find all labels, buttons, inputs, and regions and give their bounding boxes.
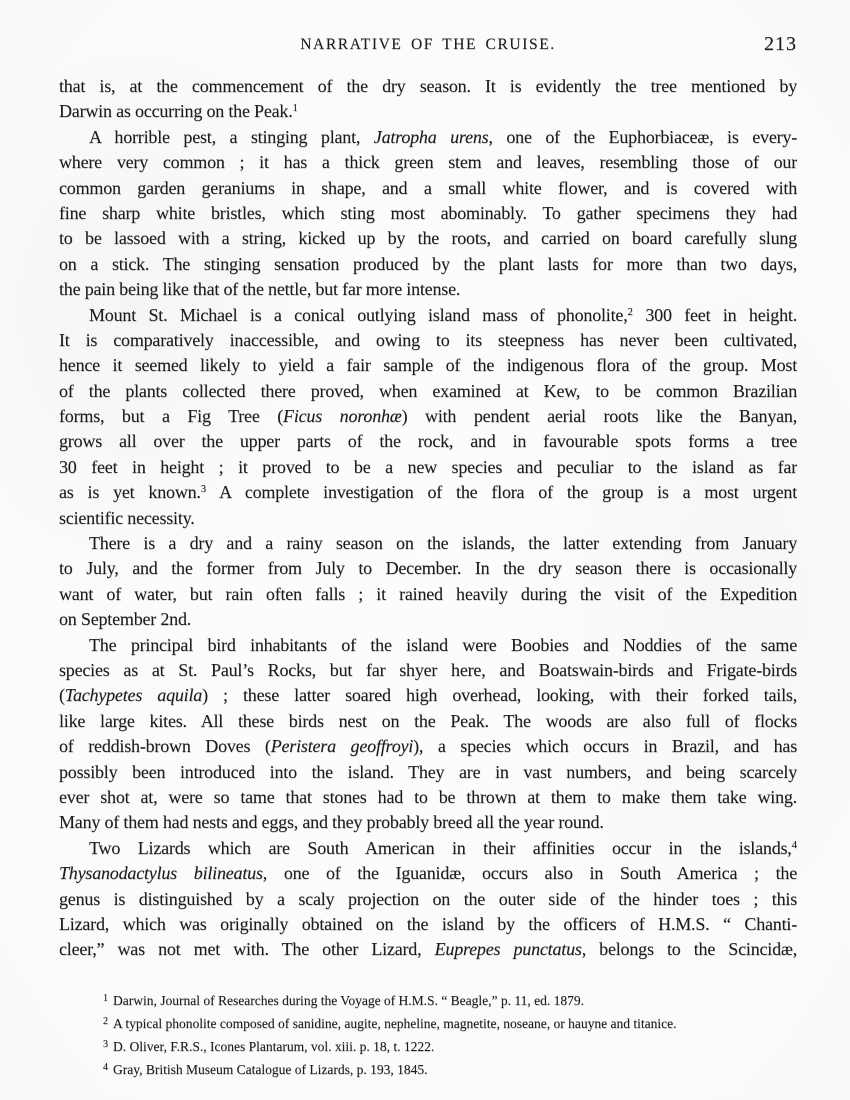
- text-run: want of water, but rain often falls ; it rained heavily during the visit of the Expedition: [59, 583, 797, 604]
- text-run: where very common ; it has a thick green stem and leaves, resembling those of our: [59, 152, 797, 173]
- footnote-item: [103, 1013, 797, 1036]
- page-header: [59, 33, 797, 57]
- text-line: [59, 404, 797, 429]
- text-line: [59, 480, 797, 505]
- footnote-marker: 3: [103, 1038, 108, 1050]
- text-line: [59, 582, 797, 607]
- text-line: [59, 252, 797, 277]
- text-line: [59, 607, 797, 632]
- text-line: [59, 836, 797, 861]
- running-title: NARRATIVE OF THE CRUISE.: [300, 36, 556, 53]
- footnote-item: [103, 1059, 797, 1082]
- text-line: [59, 633, 797, 658]
- text-run: Two Lizards which are South American in their affinities occur in the islands,: [89, 837, 792, 858]
- text-run: , one of the Euphorbiaceæ, is every-: [488, 126, 797, 147]
- text-run: There is a dry and a rainy season on the islands, the latter extending from January: [89, 533, 797, 554]
- text-run: the pain being like that of the nettle, but far more intense.: [59, 279, 461, 300]
- text-run: as is yet known.: [59, 482, 201, 503]
- paragraph: [59, 531, 797, 633]
- paragraph: [59, 74, 797, 125]
- species-name-italic: Tachypetes aquila: [64, 685, 203, 706]
- text-line: [59, 125, 797, 150]
- text-line: [59, 658, 797, 683]
- text-run: It is comparatively inaccessible, and owing to its steepness has never been cultivated,: [59, 329, 797, 350]
- text-run: The principal bird inhabitants of the island were Boobies and Noddies of the same: [89, 634, 797, 655]
- footnote-reference: 4: [791, 838, 797, 851]
- text-run: scientific necessity.: [59, 507, 195, 528]
- paragraph: [59, 303, 797, 532]
- footnote-item: [103, 1036, 797, 1059]
- text-run: fine sharp white bristles, which sting most abominably. To gather specimens they had: [59, 202, 797, 223]
- text-run: on September 2nd.: [59, 609, 192, 630]
- text-line: [59, 353, 797, 378]
- text-run: hence it seemed likely to yield a fair sample of the indigenous flora of the group. Most: [59, 355, 797, 376]
- text-run: species as at St. Paul’s Rocks, but far shyer here, and Boatswain-birds and Frigate-birds: [59, 659, 797, 680]
- text-run: 300 feet in height.: [632, 304, 797, 325]
- text-run: grows all over the upper parts of the rock, and in favourable spots forms a tree: [59, 431, 797, 452]
- text-run: ) ; these latter soared high overhead, looking, with their forked tails,: [202, 685, 797, 706]
- footnote-item: [103, 990, 797, 1013]
- text-line: [59, 937, 797, 962]
- text-run: (: [59, 685, 65, 706]
- text-line: [59, 99, 797, 124]
- paragraph: [59, 836, 797, 963]
- text-run: to be lassoed with a string, kicked up by the roots, and carried on board carefully slung: [59, 228, 797, 249]
- text-run: forms, but a Fig Tree (: [59, 406, 284, 427]
- footnote-reference: 1: [292, 102, 298, 115]
- text-run: like large kites. All these birds nest on the Peak. The woods are also full of flocks: [59, 710, 797, 731]
- text-line: [59, 150, 797, 175]
- text-run: genus is distinguished by a scaly projection on the outer side of the hinder toes ; this: [59, 888, 797, 909]
- text-run: ) with pendent aerial roots like the Banyan,: [401, 406, 797, 427]
- text-line: [59, 810, 797, 835]
- species-name-italic: Euprepes punctatus: [434, 939, 582, 960]
- footnote-text: D. Oliver, F.R.S., Icones Plantarum, vol. xiii. p. 18, t. 1222.: [113, 1039, 435, 1054]
- text-line: [59, 556, 797, 581]
- footnotes: [103, 990, 797, 1082]
- text-run: A horrible pest, a stinging plant,: [89, 126, 374, 147]
- text-line: [59, 760, 797, 785]
- text-line: [59, 887, 797, 912]
- text-run: Darwin as occurring on the Peak.: [59, 101, 293, 122]
- species-name-italic: Peristera geoffroyi: [270, 736, 414, 757]
- footnote-text: Darwin, Journal of Researches during the Voyage of H.M.S. “ Beagle,” p. 11, ed. 1879.: [113, 993, 585, 1008]
- species-name-italic: Thysanodactylus bilineatus: [59, 863, 263, 884]
- text-run: Lizard, which was originally obtained on the island by the officers of H.M.S. “ Chanti-: [59, 913, 797, 934]
- footnote-text: Gray, British Museum Catalogue of Lizards, p. 193, 1845.: [113, 1062, 428, 1077]
- text-line: [59, 303, 797, 328]
- footnote-marker: 2: [103, 1015, 108, 1027]
- footnote-reference: 2: [627, 305, 633, 318]
- paragraph: [59, 125, 797, 303]
- page-body: [59, 74, 797, 963]
- page-number: 213: [764, 33, 797, 55]
- text-run: 30 feet in height ; it proved to be a new species and peculiar to the island as far: [59, 456, 797, 477]
- text-run: of reddish-brown Doves (: [59, 736, 271, 757]
- text-line: [59, 683, 797, 708]
- text-run: A complete investigation of the flora of the group is a most urgent: [206, 482, 797, 503]
- text-run: ever shot at, were so tame that stones had to be thrown at them to make them take wing.: [59, 786, 797, 807]
- text-run: common garden geraniums in shape, and a small white flower, and is covered with: [59, 177, 797, 198]
- text-run: Mount St. Michael is a conical outlying island mass of phonolite,: [89, 304, 628, 325]
- text-line: [59, 328, 797, 353]
- text-line: [59, 506, 797, 531]
- footnote-text: A typical phonolite composed of sanidine, augite, nepheline, magnetite, noseane, or hauyne and titanice.: [113, 1016, 677, 1031]
- footnote-marker: 4: [103, 1061, 108, 1073]
- footnote-marker: 1: [103, 992, 108, 1004]
- text-run: Many of them had nests and eggs, and they probably breed all the year round.: [59, 812, 604, 833]
- species-name-italic: Ficus noronhæ: [283, 406, 402, 427]
- text-run: of the plants collected there proved, when examined at Kew, to be common Brazilian: [59, 380, 797, 401]
- text-line: [59, 176, 797, 201]
- paragraph: [59, 633, 797, 836]
- text-line: [59, 531, 797, 556]
- text-line: [59, 734, 797, 759]
- text-line: [59, 429, 797, 454]
- text-line: [59, 226, 797, 251]
- text-line: [59, 277, 797, 302]
- text-line: [59, 201, 797, 226]
- species-name-italic: Jatropha urens: [373, 126, 489, 147]
- text-run: , belongs to the Scincidæ,: [581, 939, 797, 960]
- text-run: to July, and the former from July to December. In the dry season there is occasionally: [59, 558, 797, 579]
- text-run: that is, at the commencement of the dry season. It is evidently the tree mentioned by: [59, 76, 797, 96]
- text-run: on a stick. The stinging sensation produced by the plant lasts for more than two days,: [59, 253, 797, 274]
- text-line: [59, 74, 797, 99]
- text-run: cleer,” was not met with. The other Lizard,: [59, 939, 435, 960]
- text-run: possibly been introduced into the island. They are in vast numbers, and being scarcely: [59, 761, 797, 782]
- text-run: , one of the Iguanidæ, occurs also in South America ; the: [262, 863, 797, 884]
- text-line: [59, 379, 797, 404]
- text-line: [59, 912, 797, 937]
- footnote-reference: 3: [200, 483, 207, 496]
- text-line: [59, 861, 797, 886]
- text-line: [59, 785, 797, 810]
- text-run: ), a species which occurs in Brazil, and has: [413, 736, 797, 757]
- text-line: [59, 709, 797, 734]
- text-line: [59, 455, 797, 480]
